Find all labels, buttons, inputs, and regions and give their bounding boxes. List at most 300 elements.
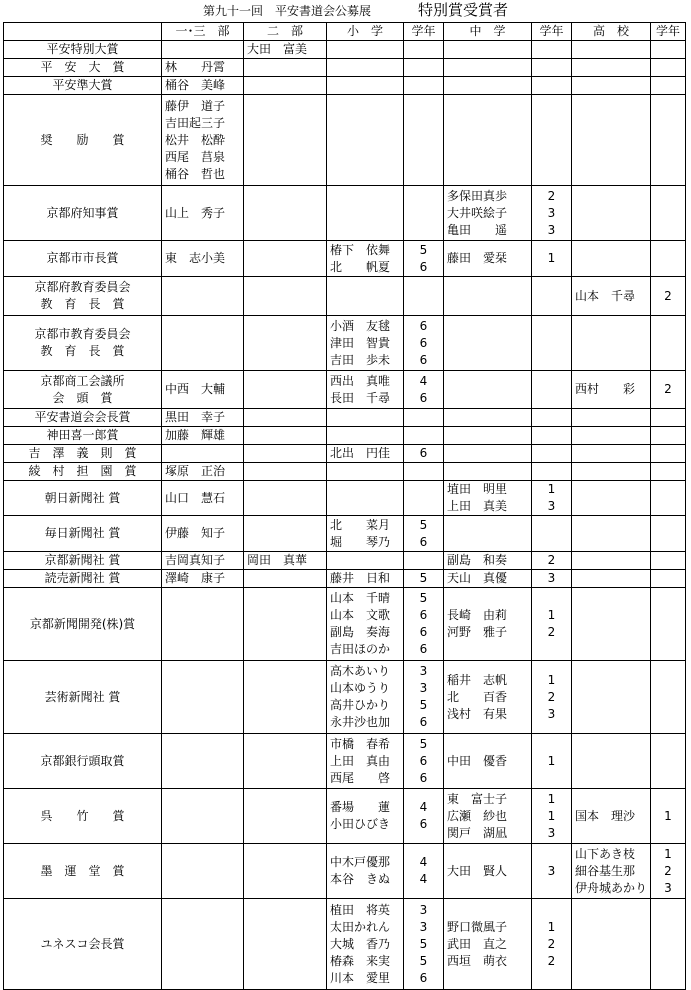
grade-value: 5 [419,953,428,968]
winner-name: 松井 松酔 [165,132,226,147]
grade-value: 5 [419,698,428,712]
elementary-grade-cell [404,41,444,59]
grade-value: 3 [547,499,556,513]
grade-value: 4 [419,800,428,814]
high-school-cell [572,241,651,277]
division-2-cell [244,95,327,186]
division-1-3-cell [162,371,244,409]
winner-name: 小田ひびき [330,817,391,831]
award-name: 読売新聞社 賞 [44,571,121,585]
elementary-cell [327,59,404,77]
elementary-grade-cell [404,661,444,734]
elementary-cell [327,409,404,427]
winner-name: 堀 琴乃 [330,534,391,549]
high-school-grade-cell [651,481,686,516]
grade-value: 2 [547,553,556,567]
award-name: 京都府教育委員会 [34,280,131,294]
elementary-grade-cell [404,481,444,516]
award-name-cell [4,516,162,552]
grade-value: 3 [664,880,672,895]
award-row [4,789,686,844]
award-name: 奨 励 賞 [40,132,125,147]
grade-value: 6 [419,970,428,985]
division-2-cell [244,371,327,409]
junior-high-cell [444,516,532,552]
high-school-cell [572,186,651,241]
winner-name: 中西 大輔 [165,382,226,396]
division-2-cell [244,570,327,588]
high-school-cell [572,481,651,516]
junior-high-grade-cell [532,789,572,844]
winner-name: 西出 真唯 [330,373,391,388]
grade-value: 2 [664,288,672,303]
winner-name: 吉岡真知子 [165,553,226,567]
junior-high-cell [444,41,532,59]
grade-value: 1 [664,808,672,823]
winner-name: 山下あき枝 [575,846,636,861]
division-2-cell [244,316,327,371]
grade-value: 6 [419,335,428,350]
junior-high-grade-cell [532,59,572,77]
award-row [4,463,686,481]
elementary-cell [327,481,404,516]
header-elementary-grade: 学年 [404,23,444,41]
award-list-title: 特別賞受賞者 [418,1,509,19]
award-row [4,77,686,95]
grade-value: 1 [547,808,556,823]
division-1-3-cell [162,734,244,789]
junior-high-cell [444,899,532,990]
grade-value: 2 [664,863,672,878]
award-row [4,734,686,789]
junior-high-cell [444,463,532,481]
grade-value: 6 [419,318,428,333]
junior-high-grade-cell [532,734,572,789]
junior-high-cell [444,316,532,371]
division-2-cell [244,789,327,844]
award-name-cell [4,95,162,186]
high-school-grade-cell [651,59,686,77]
award-rows [4,41,686,990]
division-1-3-cell [162,77,244,95]
elementary-grade-cell [404,241,444,277]
grade-value: 5 [419,242,428,257]
grade-value: 6 [419,390,428,405]
grade-value: 6 [419,715,428,729]
award-row [4,516,686,552]
grade-value: 5 [419,517,428,532]
winner-name: 中田 優香 [447,753,508,768]
elementary-grade-cell [404,570,444,588]
award-name: 神田喜一郎賞 [46,428,119,442]
winner-name: 山本 千尋 [575,288,636,303]
high-school-cell [572,463,651,481]
award-name-cell [4,427,162,445]
division-2-cell [244,41,327,59]
award-row [4,588,686,661]
junior-high-cell [444,277,532,316]
junior-high-grade-cell [532,277,572,316]
winner-name: 天山 真優 [447,571,508,585]
division-1-3-cell [162,588,244,661]
winner-name: 高井ひかり [330,698,391,712]
division-2-cell [244,445,327,463]
high-school-grade-cell [651,77,686,95]
winner-name: 山本 千晴 [330,591,391,605]
junior-high-grade-cell [532,371,572,409]
award-name-cell [4,588,162,661]
header-high-school-grade: 学年 [651,23,686,41]
elementary-cell [327,552,404,570]
high-school-grade-cell [651,95,686,186]
award-row [4,844,686,899]
elementary-grade-cell [404,277,444,316]
division-1-3-cell [162,277,244,316]
grade-value: 6 [419,352,428,367]
high-school-grade-cell [651,241,686,277]
elementary-cell [327,371,404,409]
award-name-cell [4,661,162,734]
high-school-cell [572,427,651,445]
award-name: 会 頭 賞 [52,390,113,405]
header-junior-high-grade: 学年 [532,23,572,41]
high-school-grade-cell [651,445,686,463]
winner-name: 西尾 啓 [330,770,391,785]
award-row [4,186,686,241]
division-1-3-cell [162,789,244,844]
junior-high-cell [444,661,532,734]
junior-high-cell [444,371,532,409]
grade-value: 3 [419,681,428,695]
high-school-grade-cell [651,516,686,552]
elementary-grade-cell [404,427,444,445]
elementary-cell [327,516,404,552]
winner-name: 吉田ほのか [330,642,391,656]
division-2-cell [244,59,327,77]
junior-high-grade-cell [532,409,572,427]
high-school-cell [572,41,651,59]
division-2-cell [244,661,327,734]
elementary-grade-cell [404,445,444,463]
grade-value: 1 [547,608,556,622]
high-school-grade-cell [651,371,686,409]
award-row [4,41,686,59]
elementary-cell [327,734,404,789]
winner-name: 広瀬 紗也 [447,808,508,823]
junior-high-cell [444,844,532,899]
winner-name: 浅村 有果 [447,706,508,721]
award-name: 京都銀行頭取賞 [40,753,125,768]
high-school-grade-cell [651,588,686,661]
high-school-cell [572,445,651,463]
division-2-cell [244,588,327,661]
winner-name: 市橋 春希 [330,736,391,751]
junior-high-grade-cell [532,95,572,186]
junior-high-cell [444,445,532,463]
elementary-cell [327,570,404,588]
winner-name: 太田かれん [330,919,391,934]
winner-name: 椿森 来実 [330,953,391,968]
division-2-cell [244,516,327,552]
high-school-grade-cell [651,734,686,789]
division-2-cell [244,186,327,241]
winner-name: 高木あいり [330,664,391,678]
grade-value: 6 [419,642,428,656]
high-school-grade-cell [651,789,686,844]
junior-high-cell [444,734,532,789]
winner-name: 大城 香乃 [330,936,391,951]
exhibition-title: 第九十一回 平安書道会公募展 [203,4,372,18]
winner-name: 岡田 真華 [247,553,308,567]
grade-value: 3 [547,571,556,585]
award-name: 京都市教育委員会 [34,327,131,341]
division-2-cell [244,277,327,316]
elementary-grade-cell [404,463,444,481]
high-school-cell [572,277,651,316]
winner-name: 大田 賢人 [447,863,508,878]
winner-name: 北 帆夏 [330,259,391,274]
division-1-3-cell [162,186,244,241]
grade-value: 6 [419,608,428,622]
high-school-grade-cell [651,463,686,481]
junior-high-grade-cell [532,516,572,552]
winner-name: 伊舟城あかり [575,880,648,895]
award-name-cell [4,41,162,59]
winner-name: 副島 奏海 [330,625,391,639]
grade-value: 2 [547,625,556,639]
grade-value: 4 [419,872,428,886]
elementary-grade-cell [404,186,444,241]
award-name: 綾 村 担 園 賞 [28,464,137,478]
junior-high-grade-cell [532,552,572,570]
grade-value: 3 [547,825,556,840]
elementary-cell [327,789,404,844]
elementary-cell [327,77,404,95]
winner-name: 長崎 由莉 [447,608,508,622]
elementary-cell [327,95,404,186]
high-school-cell [572,899,651,990]
high-school-cell [572,316,651,371]
division-1-3-cell [162,241,244,277]
award-name: 京都市市長賞 [46,251,119,265]
header-junior-high: 中 学 [444,23,532,41]
winner-name: 藤田 愛栞 [447,251,508,265]
winner-name: 北 菜月 [330,517,391,532]
award-row [4,445,686,463]
high-school-cell [572,77,651,95]
winner-name: 山本ゆうり [330,681,391,695]
junior-high-cell [444,95,532,186]
division-1-3-cell [162,481,244,516]
elementary-grade-cell [404,409,444,427]
grade-value: 6 [419,446,428,460]
division-1-3-cell [162,445,244,463]
winner-name: 副島 和奏 [447,553,508,567]
high-school-cell [572,588,651,661]
winner-name: 関戸 湖凪 [447,825,508,840]
grade-value: 6 [419,753,428,768]
award-name-cell [4,409,162,427]
junior-high-grade-cell [532,899,572,990]
elementary-cell [327,41,404,59]
high-school-cell [572,409,651,427]
award-row [4,427,686,445]
winner-name: 細谷基生那 [575,863,636,878]
award-table [3,22,686,990]
award-name: 平 安 大 賞 [40,60,125,74]
table-header-row [4,23,686,41]
high-school-cell [572,516,651,552]
winner-name: 林 丹霄 [165,60,226,74]
award-row [4,95,686,186]
elementary-cell [327,588,404,661]
division-1-3-cell [162,570,244,588]
high-school-grade-cell [651,277,686,316]
division-2-cell [244,844,327,899]
winner-name: 西村 彩 [575,382,636,396]
junior-high-grade-cell [532,41,572,59]
award-name-cell [4,277,162,316]
winner-name: 津田 智貴 [330,335,391,350]
high-school-grade-cell [651,186,686,241]
elementary-cell [327,899,404,990]
award-name-cell [4,371,162,409]
winner-name: 長田 千尋 [330,390,391,405]
grade-value: 5 [419,591,428,605]
elementary-grade-cell [404,59,444,77]
award-name: 平安特別大賞 [46,42,119,56]
division-1-3-cell [162,899,244,990]
winner-name: 河野 雅子 [447,625,508,639]
junior-high-grade-cell [532,316,572,371]
award-row [4,899,686,990]
division-2-cell [244,409,327,427]
award-name: ユネスコ会長賞 [40,936,125,951]
winner-name: 藤伊 道子 [165,98,226,113]
winner-name: 加藤 輝雄 [165,428,226,442]
elementary-grade-cell [404,789,444,844]
award-name-cell [4,481,162,516]
page-title [0,0,691,22]
elementary-grade-cell [404,95,444,186]
junior-high-cell [444,241,532,277]
award-name-cell [4,552,162,570]
award-row [4,481,686,516]
high-school-grade-cell [651,41,686,59]
high-school-grade-cell [651,899,686,990]
high-school-cell [572,95,651,186]
grade-value: 6 [419,770,428,785]
award-row [4,241,686,277]
winner-name: 藤井 日和 [330,571,391,585]
division-2-cell [244,899,327,990]
elementary-cell [327,316,404,371]
grade-value: 2 [547,188,556,203]
winner-name: 上田 真美 [447,499,508,513]
elementary-grade-cell [404,588,444,661]
elementary-cell [327,186,404,241]
grade-value: 2 [664,382,672,396]
division-2-cell [244,552,327,570]
award-name-cell [4,844,162,899]
grade-value: 3 [419,902,428,917]
award-name-cell [4,77,162,95]
junior-high-cell [444,186,532,241]
division-2-cell [244,734,327,789]
award-name-cell [4,186,162,241]
winner-name: 野口微風子 [447,919,508,934]
grade-value: 1 [547,753,556,768]
award-name: 教 育 長 賞 [40,297,125,311]
winner-name: 山口 慧石 [165,490,226,505]
junior-high-grade-cell [532,661,572,734]
grade-value: 2 [547,689,556,704]
junior-high-cell [444,552,532,570]
junior-high-grade-cell [532,186,572,241]
high-school-grade-cell [651,316,686,371]
junior-high-cell [444,427,532,445]
division-1-3-cell [162,516,244,552]
award-name: 京都新聞社 賞 [44,553,121,567]
division-1-3-cell [162,59,244,77]
elementary-cell [327,427,404,445]
junior-high-cell [444,789,532,844]
division-1-3-cell [162,661,244,734]
high-school-cell [572,661,651,734]
award-name: 京都商工会議所 [40,373,125,388]
junior-high-grade-cell [532,570,572,588]
winner-name: 北出 円佳 [330,446,391,460]
grade-value: 6 [419,817,428,831]
elementary-cell [327,661,404,734]
award-row [4,277,686,316]
award-name: 芸術新聞社 賞 [44,689,121,704]
high-school-cell [572,570,651,588]
winner-name: 武田 直之 [447,936,508,951]
winner-name: 黒田 幸子 [165,410,226,424]
elementary-grade-cell [404,734,444,789]
elementary-grade-cell [404,516,444,552]
winner-name: 亀田 遥 [447,222,508,237]
award-name-cell [4,241,162,277]
winner-name: 東 富士子 [447,791,508,806]
high-school-grade-cell [651,661,686,734]
grade-value: 1 [547,251,556,265]
elementary-grade-cell [404,316,444,371]
award-name: 教 育 長 賞 [40,344,125,358]
elementary-cell [327,445,404,463]
winner-name: 埴田 明里 [447,482,508,496]
winner-name: 山本 文歌 [330,608,391,622]
winner-name: 吉田起三子 [165,115,226,130]
junior-high-grade-cell [532,241,572,277]
header-elementary: 小 学 [327,23,404,41]
division-1-3-cell [162,552,244,570]
award-name: 京都新聞開発(株)賞 [29,616,136,631]
award-name-cell [4,789,162,844]
header-high-school: 高 校 [572,23,651,41]
grade-value: 5 [419,736,428,751]
grade-value: 1 [547,791,556,806]
winner-name: 西尾 莒泉 [165,149,226,164]
high-school-grade-cell [651,844,686,899]
division-2-cell [244,481,327,516]
grade-value: 1 [547,482,556,496]
high-school-cell [572,59,651,77]
high-school-cell [572,371,651,409]
elementary-cell [327,277,404,316]
award-row [4,371,686,409]
